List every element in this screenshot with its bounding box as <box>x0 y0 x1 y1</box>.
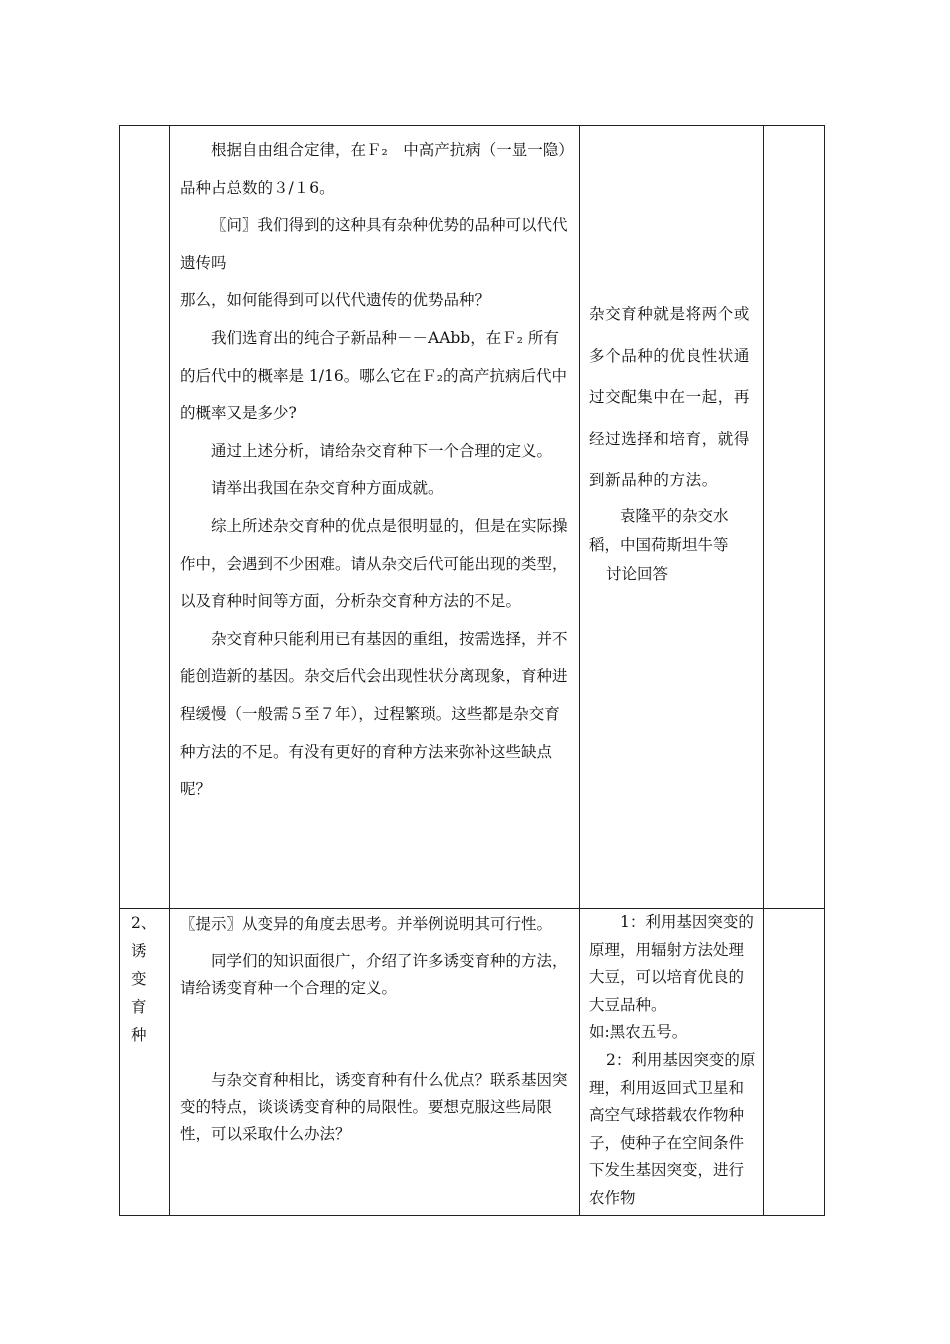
teacher-activity-cell <box>170 126 580 909</box>
notes-cell <box>764 126 825 909</box>
hybrid-breeding-examples: 袁隆平的杂交水稻，中国荷斯坦牛等 <box>589 506 729 554</box>
mutation-example-2: 2：利用基因突变的原理，利用返回式卫星和高空气球搭载农作物种子，使种子在空间条件下发生基因突变，进行农作物 <box>589 1050 756 1207</box>
section-title-char: 变 <box>131 970 147 988</box>
student-activity-cell <box>580 126 764 909</box>
section-title-char: 诱 <box>131 942 147 960</box>
hybrid-breeding-definition: 杂交育种就是将两个或多个品种的优良性状通过交配集中在一起，再经过选择和培育，就得到新品种的方法。 <box>589 305 751 489</box>
table-row <box>120 126 825 909</box>
section-title-char: 育 <box>131 998 147 1016</box>
student-activity-cell <box>580 909 764 1216</box>
section-title-char: 种 <box>131 1026 147 1044</box>
section-label-cell <box>120 909 170 1216</box>
mutation-example-1: 1：利用基因突变的原理，用辐射方法处理大豆，可以培育优良的大豆品种。 <box>589 913 754 1014</box>
teacher-activity-cell <box>170 909 580 1216</box>
paragraph: 同学们的知识面很广，介绍了许多诱变育种的方法，请给诱变育种一个合理的定义。 <box>180 952 568 997</box>
paragraph: 那么，如何能得到可以代代遗传的优势品种？ <box>180 291 491 310</box>
paragraph: 与杂交育种相比，诱变育种有什么优点？联系基因突变的特点，谈谈诱变育种的局限性。要想克服这些局限性，可以采取什么办法？ <box>180 1071 568 1143</box>
section-number: 2、 <box>131 914 157 932</box>
discussion-note: 讨论回答 <box>606 564 669 583</box>
paragraph: 通过上述分析，请给杂交育种下一个合理的定义。 <box>211 441 553 460</box>
paragraph: 根据自由组合定律，在Ｆ₂ 中高产抗病（一显一隐）品种占总数的３/１6。 <box>180 141 566 197</box>
paragraph: 综上所述杂交育种的优点是很明显的，但是在实际操作中，会遇到不少困难。请从杂交后代可能出现的类型，以及育种时间等方面，分析杂交育种方法的不足。 <box>180 516 568 611</box>
table-row <box>120 909 825 1216</box>
paragraph: 我们选育出的纯合子新品种－－AAbb，在Ｆ₂ 所有的后代中的概率是 1/16。哪么它在Ｆ₂的高产抗病后代中的概率又是多少? <box>180 328 567 423</box>
mutation-example-1-variety: 如:黑农五号。 <box>589 1023 688 1042</box>
paragraph: 〖问〗我们得到的这种具有杂种优势的品种可以代代遗传吗 <box>180 216 568 272</box>
notes-cell <box>764 909 825 1216</box>
paragraph: 〖提示〗从变异的角度去思考。并举例说明其可行性。 <box>180 915 553 933</box>
paragraph: 请举出我国在杂交育种方面成就。 <box>211 479 444 498</box>
lesson-table <box>119 125 825 1216</box>
paragraph: 杂交育种只能利用已有基因的重组，按需选择，并不能创造新的基因。杂交后代会出现性状分离现象，育种进程缓慢（一般需５至７年），过程繁琐。这些都是杂交育种方法的不足。有没有更好的育种方法来弥补这些缺点呢？ <box>180 629 568 799</box>
section-label-cell <box>120 126 170 909</box>
